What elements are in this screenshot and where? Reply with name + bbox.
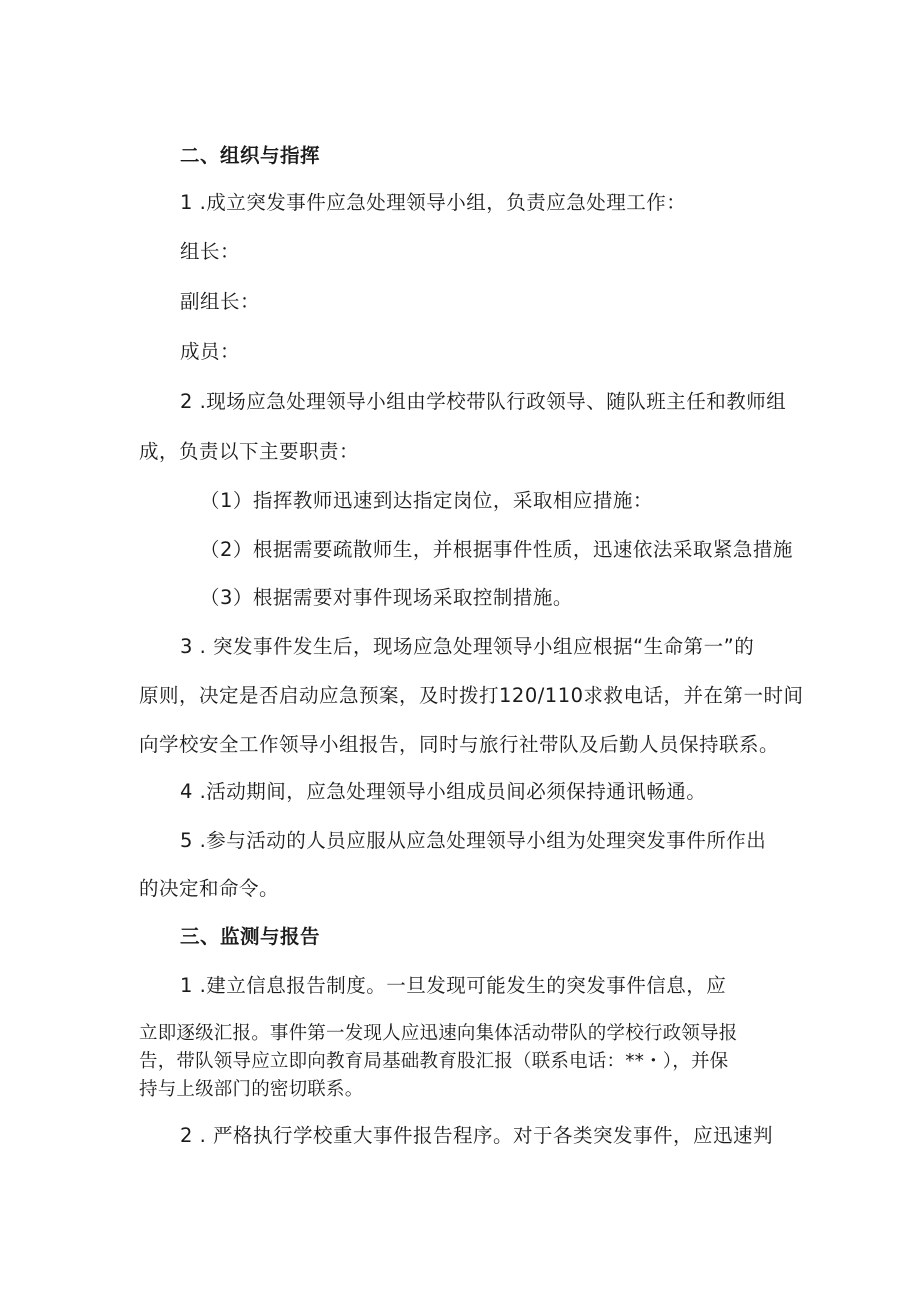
paragraph-2-2-line1: 2 .现场应急处理领导小组由学校带队行政领导、随队班主任和教师组: [180, 390, 787, 413]
paragraph-3-1-line3: 告，带队领导应立即向教育局基础教育股汇报（联系电话：**・），并保: [139, 1051, 729, 1072]
paragraph-2-4: 4 .活动期间，应急处理领导小组成员间必须保持通讯畅通。: [180, 780, 707, 803]
paragraph-2-1: 1 .成立突发事件应急处理领导小组，负责应急处理工作：: [180, 191, 687, 214]
paragraph-3-2-line1: 2 . 严格执行学校重大事件报告程序。对于各类突发事件，应迅速判: [180, 1124, 774, 1147]
section2-heading: 二、组织与指挥: [180, 144, 321, 167]
paragraph-2-5-line2: 的决定和命令。: [139, 877, 280, 900]
deputy-leader-label: 副组长：: [180, 290, 261, 313]
paragraph-3-1-line4: 持与上级部门的密切联系。: [139, 1079, 364, 1100]
paragraph-2-2-line2: 成，负责以下主要职责：: [139, 440, 360, 463]
duty-item-1: （1）指挥教师迅速到达指定岗位，采取相应措施：: [200, 489, 653, 512]
duty-item-2: （2）根据需要疏散师生，并根据事件性质，迅速依法采取紧急措施: [200, 538, 793, 561]
paragraph-2-3-line1: 3 . 突发事件发生后，现场应急处理领导小组应根据“生命第一”的: [180, 635, 755, 658]
section3-heading: 三、监测与报告: [180, 925, 321, 948]
paragraph-2-5-line1: 5 .参与活动的人员应服从应急处理领导小组为处理突发事件所作出: [180, 829, 767, 852]
paragraph-2-3-line3: 向学校安全工作领导小组报告，同时与旅行社带队及后勤人员保持联系。: [139, 733, 780, 756]
paragraph-3-1-line2: 立即逐级汇报。事件第一发现人应迅速向集体活动带队的学校行政领导报: [139, 1023, 738, 1044]
leader-label: 组长：: [180, 240, 241, 263]
paragraph-2-3-line2: 原则，决定是否启动应急预案，及时拨打120/110求救电话，并在第一时间: [139, 684, 804, 707]
duty-item-3: （3）根据需要对事件现场采取控制措施。: [200, 586, 573, 609]
members-label: 成员：: [180, 340, 241, 363]
paragraph-3-1-line1: 1 .建立信息报告制度。一旦发现可能发生的突发事件信息，应: [180, 974, 727, 997]
